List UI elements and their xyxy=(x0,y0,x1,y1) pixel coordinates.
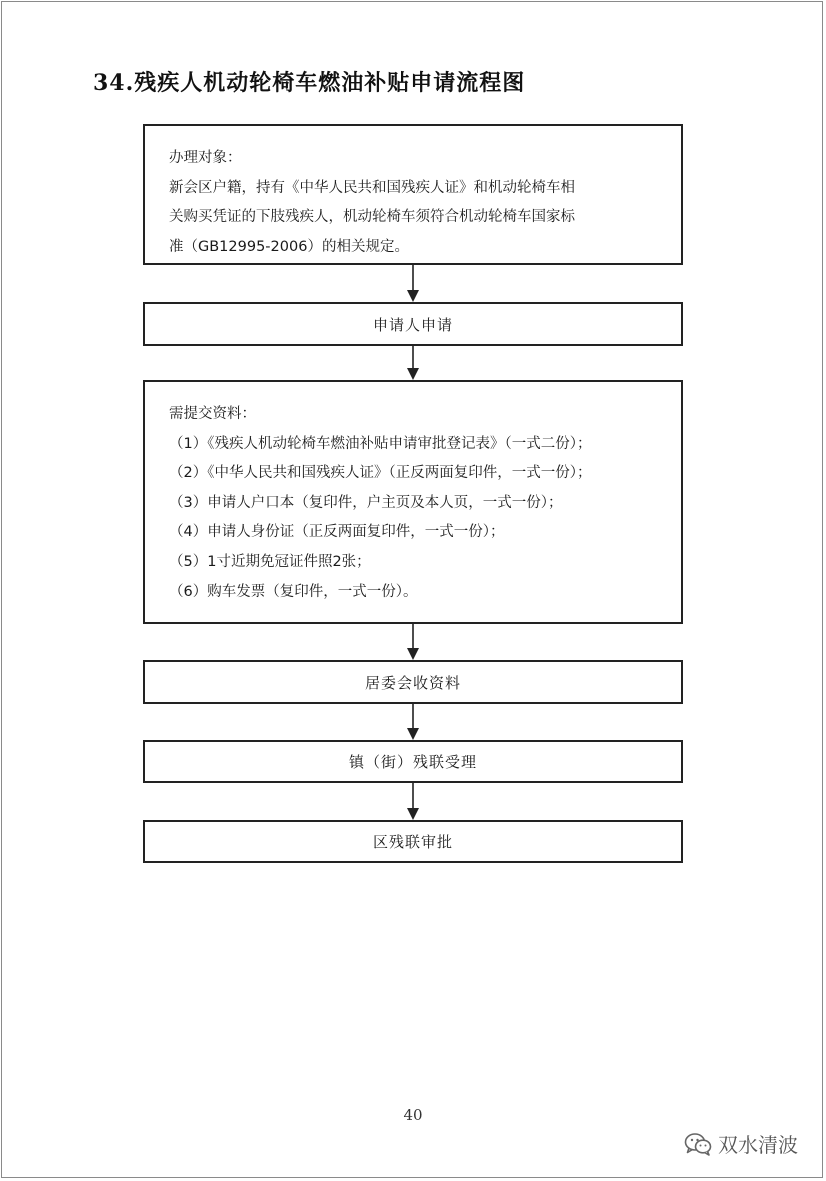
flow-arrow xyxy=(404,704,422,740)
flow-arrow xyxy=(404,624,422,660)
step-apply xyxy=(143,302,683,346)
flow-arrow xyxy=(404,265,422,302)
eligibility-box xyxy=(143,124,683,265)
step-accept xyxy=(143,740,683,783)
documents-box xyxy=(143,380,683,624)
watermark-text: 双水清波 xyxy=(718,1133,798,1157)
document-item: （6）购车发票（复印件，一式一份）。 xyxy=(169,583,418,600)
document-item: （1）《残疾人机动轮椅车燃油补贴申请审批登记表》（一式二份）； xyxy=(169,435,592,452)
flow-arrow xyxy=(404,346,422,380)
step-collect-label: 居委会收资料 xyxy=(364,673,461,692)
document-item: （3）申请人户口本（复印件，户主页及本人页，一式一份）； xyxy=(169,494,563,511)
wechat-icon xyxy=(684,1132,712,1156)
step-approve-label: 区残联审批 xyxy=(372,833,453,851)
documents-heading: 需提交资料： xyxy=(169,406,256,422)
step-accept-label: 镇（街）残联受理 xyxy=(348,753,477,771)
document-item: （2）《中华人民共和国残疾人证》（正反两面复印件，一式一份）； xyxy=(169,465,592,482)
page-number: 40 xyxy=(403,1106,423,1124)
eligibility-line: 准（GB12995-2006）的相关规定。 xyxy=(169,238,409,255)
step-collect xyxy=(143,660,683,704)
flow-arrow xyxy=(404,783,422,820)
eligibility-line: 新会区户籍，持有《中华人民共和国残疾人证》和机动轮椅车相 xyxy=(169,179,575,196)
document-item: （5）1寸近期免冠证件照2张； xyxy=(169,553,371,570)
eligibility-line: 关购买凭证的下肢残疾人，机动轮椅车须符合机动轮椅车国家标 xyxy=(169,209,575,226)
document-item: （4）申请人身份证（正反两面复印件，一式一份）； xyxy=(169,524,505,541)
eligibility-heading: 办理对象： xyxy=(169,150,242,166)
step-approve xyxy=(143,820,683,863)
watermark xyxy=(684,1129,798,1158)
page-title: 34.残疾人机动轮椅车燃油补贴申请流程图 xyxy=(93,70,526,96)
step-apply-label: 申请人申请 xyxy=(372,315,453,334)
